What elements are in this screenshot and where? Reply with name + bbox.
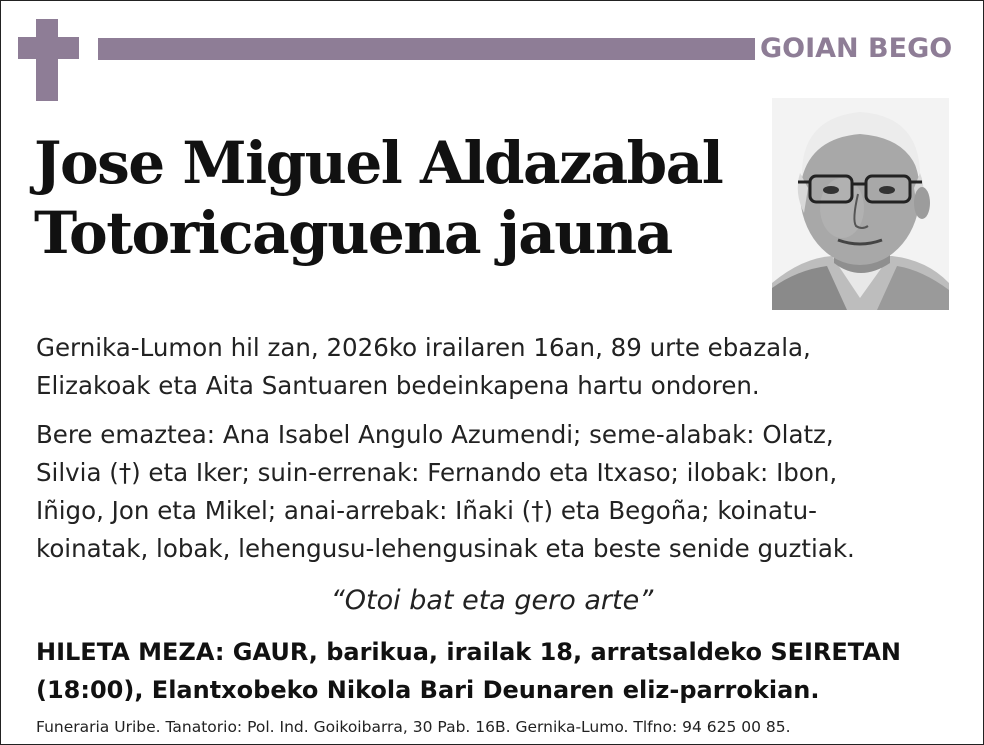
funeral-line2: (18:00), Elantxobeko Nikola Bari Deunaren eliz-parrokian. bbox=[36, 676, 820, 704]
farewell-quote: “Otoi bat eta gero arte” bbox=[330, 585, 654, 616]
funeral-line1: HILETA MEZA: GAUR, barikua, irailak 18, arratsaldeko SEIRETAN bbox=[36, 638, 901, 666]
funeral-mass-info bbox=[36, 633, 956, 709]
announcement-line: Gernika-Lumon hil zan, 2026ko irailaren 16an, 89 urte ebazala, bbox=[36, 333, 811, 362]
announcement-line: Elizakoak eta Aita Santuaren bedeinkapena hartu ondoren. bbox=[36, 371, 760, 400]
deceased-name-line2: Totoricaguena jauna bbox=[34, 199, 672, 267]
family-line: koinatak, lobak, lehengusu-lehengusinak eta beste senide guztiak. bbox=[36, 534, 855, 563]
family-paragraph bbox=[36, 416, 936, 568]
funeral-home-footer: Funeraria Uribe. Tanatorio: Pol. Ind. Goikoibarra, 30 Pab. 16B. Gernika-Lumo. Tlfno: 94 625 00 85. bbox=[36, 718, 791, 736]
portrait-photo bbox=[772, 98, 949, 310]
family-line: Iñigo, Jon eta Mikel; anai-arrebak: Iñaki (†) eta Begoña; koinatu- bbox=[36, 496, 817, 525]
family-line: Silvia (†) eta Iker; suin-errenak: Fernando eta Itxaso; ilobak: Ibon, bbox=[36, 458, 838, 487]
deceased-name bbox=[34, 128, 774, 268]
header-rule bbox=[98, 38, 755, 60]
deceased-name-line1: Jose Miguel Aldazabal bbox=[34, 129, 723, 197]
family-line: Bere emaztea: Ana Isabel Angulo Azumendi; seme-alabak: Olatz, bbox=[36, 420, 834, 449]
announcement-paragraph bbox=[36, 329, 936, 405]
header-label: GOIAN BEGO bbox=[760, 33, 953, 64]
